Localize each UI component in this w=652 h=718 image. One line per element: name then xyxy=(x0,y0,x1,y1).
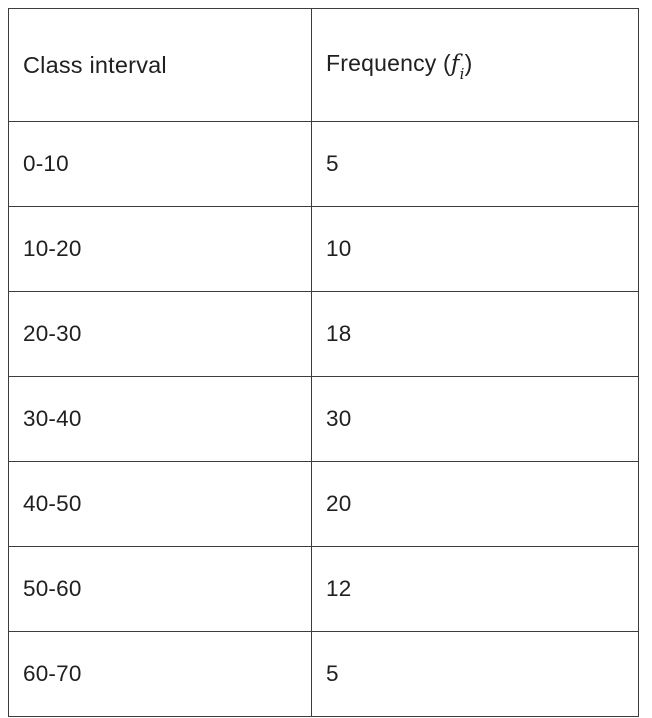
cell-class-interval: 60-70 xyxy=(9,632,312,717)
cell-class-interval: 10-20 xyxy=(9,207,312,292)
table-row xyxy=(9,292,639,377)
cell-frequency: 10 xyxy=(312,207,639,292)
cell-class-interval: 20-30 xyxy=(9,292,312,377)
table-row xyxy=(9,632,639,717)
cell-class-interval: 50-60 xyxy=(9,547,312,632)
cell-frequency: 5 xyxy=(312,632,639,717)
frequency-header-prefix: Frequency ( xyxy=(326,49,451,76)
frequency-subscript: i xyxy=(459,65,465,84)
table-header-row xyxy=(9,9,639,122)
table-row xyxy=(9,122,639,207)
table-body xyxy=(9,122,639,717)
table-row xyxy=(9,377,639,462)
frequency-header-suffix: ) xyxy=(464,49,473,76)
cell-frequency: 18 xyxy=(312,292,639,377)
cell-frequency: 30 xyxy=(312,377,639,462)
table-row xyxy=(9,207,639,292)
table-row xyxy=(9,462,639,547)
table-row xyxy=(9,547,639,632)
column-header-class-interval: Class interval xyxy=(9,9,312,122)
cell-frequency: 12 xyxy=(312,547,639,632)
column-header-frequency xyxy=(312,9,639,122)
cell-frequency: 20 xyxy=(312,462,639,547)
cell-class-interval: 0-10 xyxy=(9,122,312,207)
cell-class-interval: 40-50 xyxy=(9,462,312,547)
cell-class-interval: 30-40 xyxy=(9,377,312,462)
cell-frequency: 5 xyxy=(312,122,639,207)
frequency-symbol: f xyxy=(450,50,460,77)
frequency-distribution-table xyxy=(8,8,639,717)
table-header xyxy=(9,9,639,122)
